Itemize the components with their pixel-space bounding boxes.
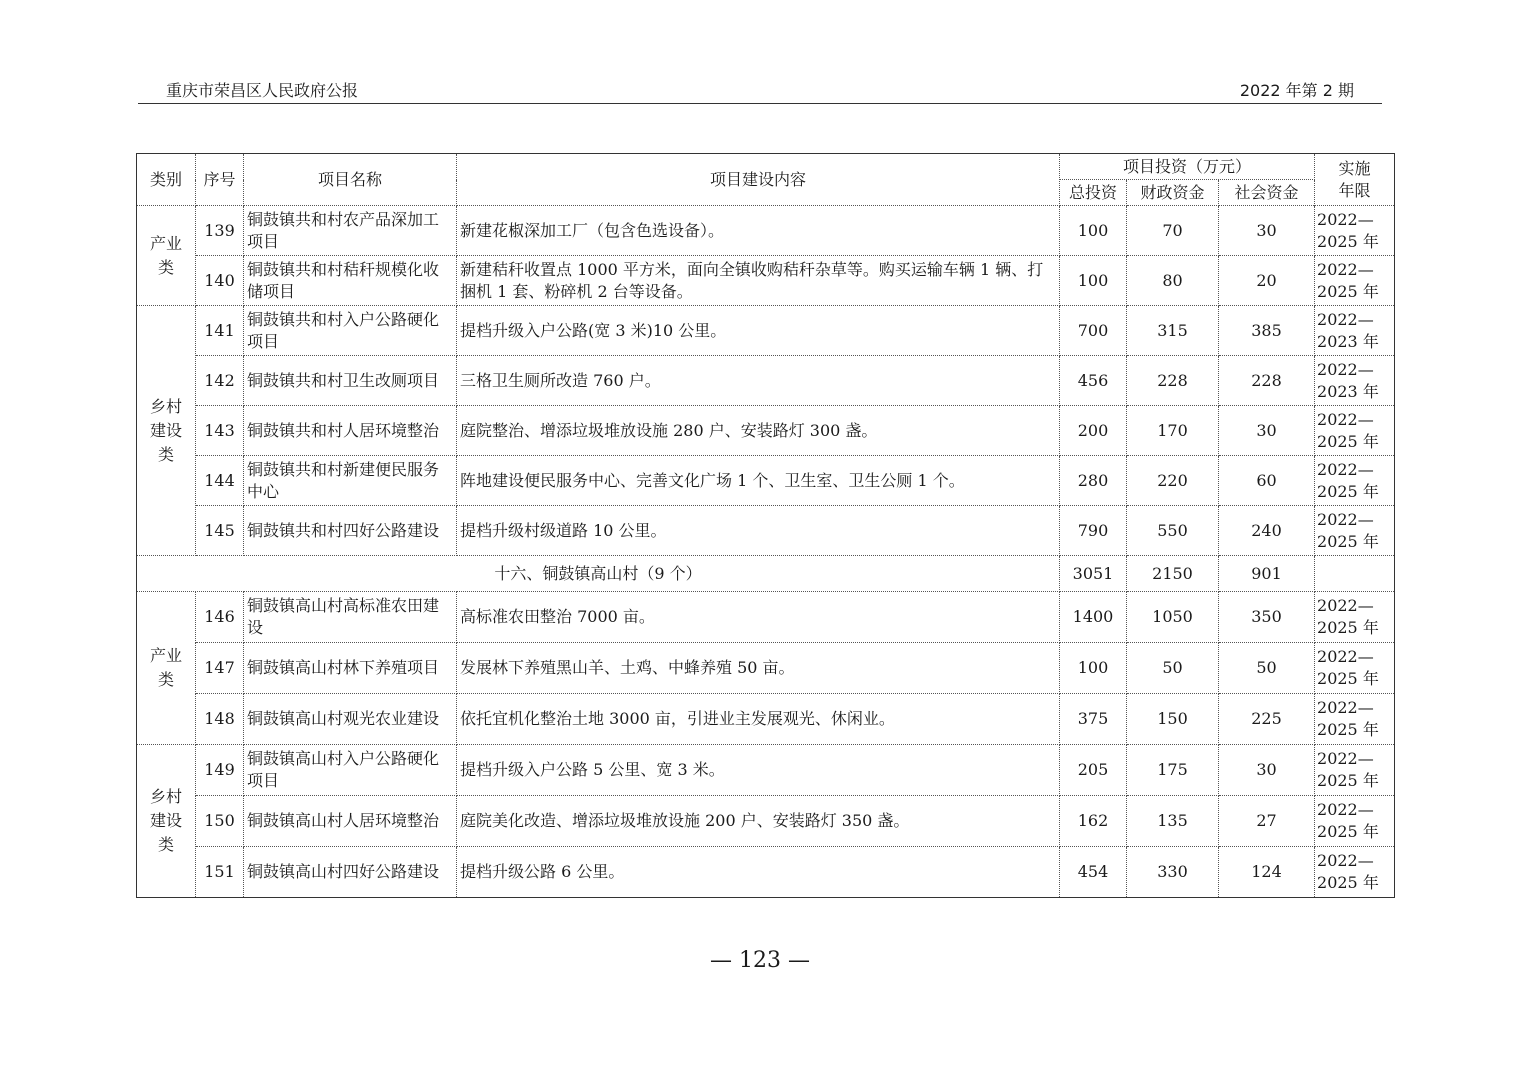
period-cell [1315, 456, 1395, 506]
period-start: 2022— [1317, 698, 1374, 717]
fiscal-cell: 330 [1127, 847, 1219, 898]
period-cell [1315, 506, 1395, 556]
page-number: — 123 — [710, 948, 810, 973]
fiscal-cell: 150 [1127, 694, 1219, 745]
period-start: 2022— [1317, 851, 1374, 870]
fiscal-cell: 50 [1127, 643, 1219, 694]
seq-cell: 141 [196, 306, 244, 356]
period-start: 2022— [1317, 209, 1374, 229]
period-end: 2025 年 [1317, 531, 1379, 551]
period-cell [1315, 256, 1395, 306]
name-cell: 铜鼓镇高山村林下养殖项目 [244, 643, 457, 694]
period-start: 2022— [1317, 309, 1374, 329]
total-cell: 162 [1060, 796, 1127, 847]
social-cell: 225 [1219, 694, 1315, 745]
name-cell: 铜鼓镇共和村新建便民服务中心 [244, 456, 457, 506]
name-cell: 铜鼓镇共和村四好公路建设 [244, 506, 457, 556]
table-row [137, 356, 1395, 406]
header-content: 项目建设内容 [457, 154, 1060, 206]
period-end: 2023 年 [1317, 331, 1379, 351]
name-cell: 铜鼓镇高山村入户公路硬化项目 [244, 745, 457, 796]
seq-cell: 140 [196, 256, 244, 306]
table-row [137, 745, 1395, 796]
section-social: 901 [1219, 556, 1315, 592]
name-cell: 铜鼓镇共和村卫生改厕项目 [244, 356, 457, 406]
name-cell: 铜鼓镇高山村人居环境整治 [244, 796, 457, 847]
table-row [137, 643, 1395, 694]
name-cell: 铜鼓镇共和村人居环境整治 [244, 406, 457, 456]
period-start: 2022— [1317, 509, 1374, 529]
section-period [1315, 556, 1395, 592]
period-cell [1315, 694, 1395, 745]
social-cell: 228 [1219, 356, 1315, 406]
period-end: 2025 年 [1317, 618, 1379, 637]
fiscal-cell: 220 [1127, 456, 1219, 506]
content-cell: 提档升级村级道路 10 公里。 [457, 506, 1060, 556]
section-total: 3051 [1060, 556, 1127, 592]
table-row [137, 592, 1395, 643]
total-cell: 375 [1060, 694, 1127, 745]
seq-cell: 146 [196, 592, 244, 643]
period-start: 2022— [1317, 749, 1374, 768]
social-cell: 240 [1219, 506, 1315, 556]
table-row [137, 306, 1395, 356]
header-total: 总投资 [1060, 180, 1127, 206]
name-cell: 铜鼓镇共和村农产品深加工项目 [244, 206, 457, 256]
table-row [137, 406, 1395, 456]
fiscal-cell: 228 [1127, 356, 1219, 406]
period-start: 2022— [1317, 259, 1374, 279]
period-start: 2022— [1317, 596, 1374, 615]
period-end: 2025 年 [1317, 669, 1379, 688]
period-end: 2025 年 [1317, 873, 1379, 892]
social-cell: 27 [1219, 796, 1315, 847]
fiscal-cell: 175 [1127, 745, 1219, 796]
table-row [137, 506, 1395, 556]
period-start: 2022— [1317, 459, 1374, 479]
seq-cell: 144 [196, 456, 244, 506]
period-cell [1315, 592, 1395, 643]
social-cell: 50 [1219, 643, 1315, 694]
header-seq: 序号 [196, 154, 244, 206]
section-fiscal: 2150 [1127, 556, 1219, 592]
social-cell: 30 [1219, 745, 1315, 796]
page-header [138, 78, 1382, 104]
total-cell: 1400 [1060, 592, 1127, 643]
seq-cell: 139 [196, 206, 244, 256]
table-row [137, 847, 1395, 898]
fiscal-cell: 550 [1127, 506, 1219, 556]
total-cell: 280 [1060, 456, 1127, 506]
content-cell: 庭院整治、增添垃圾堆放设施 280 户、安装路灯 300 盏。 [457, 406, 1060, 456]
header-investment: 项目投资（万元） [1060, 154, 1315, 180]
period-end: 2025 年 [1317, 822, 1379, 841]
social-cell: 350 [1219, 592, 1315, 643]
category-cell: 乡村 建设 类 [137, 306, 196, 556]
social-cell: 60 [1219, 456, 1315, 506]
header-fiscal: 财政资金 [1127, 180, 1219, 206]
name-cell: 铜鼓镇高山村观光农业建设 [244, 694, 457, 745]
table-row [137, 206, 1395, 256]
period-end: 2025 年 [1317, 771, 1379, 790]
social-cell: 385 [1219, 306, 1315, 356]
content-cell: 阵地建设便民服务中心、完善文化广场 1 个、卫生室、卫生公厕 1 个。 [457, 456, 1060, 506]
period-end: 2025 年 [1317, 281, 1379, 301]
name-cell: 铜鼓镇共和村入户公路硬化项目 [244, 306, 457, 356]
period-end: 2025 年 [1317, 231, 1379, 251]
total-cell: 456 [1060, 356, 1127, 406]
total-cell: 200 [1060, 406, 1127, 456]
total-cell: 100 [1060, 206, 1127, 256]
fiscal-cell: 70 [1127, 206, 1219, 256]
section-title: 十六、铜鼓镇高山村（9 个） [137, 556, 1060, 592]
content-cell: 高标准农田整治 7000 亩。 [457, 592, 1060, 643]
period-cell [1315, 796, 1395, 847]
seq-cell: 151 [196, 847, 244, 898]
header-period-line1: 实施 [1338, 158, 1371, 178]
social-cell: 30 [1219, 206, 1315, 256]
period-cell [1315, 206, 1395, 256]
seq-cell: 148 [196, 694, 244, 745]
social-cell: 20 [1219, 256, 1315, 306]
content-cell: 提档升级公路 6 公里。 [457, 847, 1060, 898]
total-cell: 454 [1060, 847, 1127, 898]
publication-title: 重庆市荣昌区人民政府公报 [166, 81, 359, 100]
content-cell: 新建秸秆收置点 1000 平方米，面向全镇收购秸秆杂草等。购买运输车辆 1 辆、打捆机 1 套、粉碎机 2 台等设备。 [457, 256, 1060, 306]
content-cell: 发展林下养殖黑山羊、土鸡、中蜂养殖 50 亩。 [457, 643, 1060, 694]
category-cell: 产业 类 [137, 206, 196, 306]
content-cell: 新建花椒深加工厂（包含色选设备）。 [457, 206, 1060, 256]
social-cell: 30 [1219, 406, 1315, 456]
seq-cell: 142 [196, 356, 244, 406]
table-row [137, 796, 1395, 847]
period-cell [1315, 356, 1395, 406]
fiscal-cell: 315 [1127, 306, 1219, 356]
table-row [137, 694, 1395, 745]
seq-cell: 143 [196, 406, 244, 456]
content-cell: 三格卫生厕所改造 760 户。 [457, 356, 1060, 406]
total-cell: 100 [1060, 256, 1127, 306]
header-social: 社会资金 [1219, 180, 1315, 206]
header-period-line2: 年限 [1338, 180, 1371, 200]
table-row [137, 456, 1395, 506]
name-cell: 铜鼓镇高山村高标准农田建设 [244, 592, 457, 643]
period-cell [1315, 847, 1395, 898]
period-cell [1315, 643, 1395, 694]
fiscal-cell: 170 [1127, 406, 1219, 456]
total-cell: 100 [1060, 643, 1127, 694]
total-cell: 205 [1060, 745, 1127, 796]
project-table [136, 153, 1395, 898]
period-cell [1315, 306, 1395, 356]
issue-number: 2022 年第 2 期 [1239, 81, 1354, 100]
period-end: 2025 年 [1317, 720, 1379, 739]
fiscal-cell: 135 [1127, 796, 1219, 847]
section-row [137, 556, 1395, 592]
content-cell: 庭院美化改造、增添垃圾堆放设施 200 户、安装路灯 350 盏。 [457, 796, 1060, 847]
period-start: 2022— [1317, 409, 1374, 429]
category-cell: 乡村 建设 类 [137, 745, 196, 898]
fiscal-cell: 1050 [1127, 592, 1219, 643]
period-start: 2022— [1317, 800, 1374, 819]
period-end: 2023 年 [1317, 381, 1379, 401]
header-period [1315, 154, 1395, 206]
total-cell: 700 [1060, 306, 1127, 356]
seq-cell: 145 [196, 506, 244, 556]
total-cell: 790 [1060, 506, 1127, 556]
seq-cell: 147 [196, 643, 244, 694]
header-name: 项目名称 [244, 154, 457, 206]
period-cell [1315, 745, 1395, 796]
seq-cell: 149 [196, 745, 244, 796]
period-start: 2022— [1317, 647, 1374, 666]
category-cell: 产业 类 [137, 592, 196, 745]
period-end: 2025 年 [1317, 481, 1379, 501]
seq-cell: 150 [196, 796, 244, 847]
fiscal-cell: 80 [1127, 256, 1219, 306]
period-end: 2025 年 [1317, 431, 1379, 451]
table-row [137, 256, 1395, 306]
name-cell: 铜鼓镇共和村秸秆规模化收储项目 [244, 256, 457, 306]
header-category: 类别 [137, 154, 196, 206]
content-cell: 提档升级入户公路(宽 3 米)10 公里。 [457, 306, 1060, 356]
content-cell: 提档升级入户公路 5 公里、宽 3 米。 [457, 745, 1060, 796]
period-start: 2022— [1317, 359, 1374, 379]
name-cell: 铜鼓镇高山村四好公路建设 [244, 847, 457, 898]
period-cell [1315, 406, 1395, 456]
content-cell: 依托宜机化整治土地 3000 亩，引进业主发展观光、休闲业。 [457, 694, 1060, 745]
social-cell: 124 [1219, 847, 1315, 898]
